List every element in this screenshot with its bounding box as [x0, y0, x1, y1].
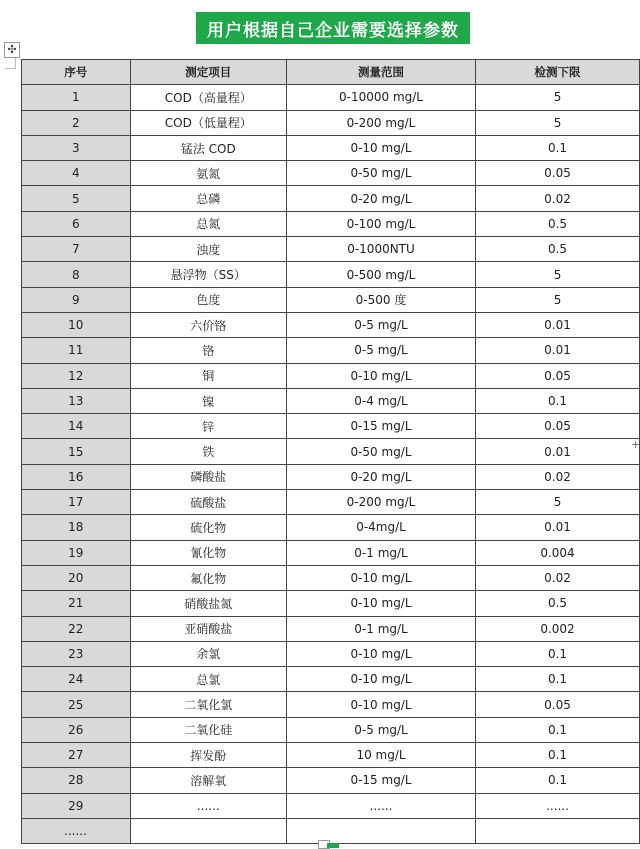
table-move-handle-icon[interactable]: ✣ [4, 42, 20, 58]
table-row [22, 591, 640, 616]
cell-limit[interactable]: 0.5 [476, 211, 640, 236]
cell-seq[interactable]: 21 [22, 591, 131, 616]
cell-seq[interactable]: 3 [22, 135, 131, 160]
header-limit: 检测下限 [476, 60, 640, 85]
cell-item[interactable]: 二氧化硅 [130, 717, 286, 742]
header-range: 测量范围 [286, 60, 475, 85]
table-row [22, 135, 640, 160]
cell-seq[interactable]: 5 [22, 186, 131, 211]
cell-range[interactable]: 0-5 mg/L [286, 312, 475, 337]
cell-range[interactable]: 0-5 mg/L [286, 717, 475, 742]
cell-range[interactable]: 0-200 mg/L [286, 490, 475, 515]
status-indicator [327, 843, 339, 848]
cell-seq[interactable]: 1 [22, 85, 131, 110]
parameter-table [21, 59, 640, 844]
cell-limit[interactable]: 5 [476, 490, 640, 515]
cell-range[interactable]: 0-10 mg/L [286, 641, 475, 666]
cell-range[interactable]: 10 mg/L [286, 743, 475, 768]
table-row [22, 110, 640, 135]
cell-seq[interactable]: 9 [22, 287, 131, 312]
table-row [22, 717, 640, 742]
text-corner-mark [5, 58, 16, 69]
cell-range[interactable]: 0-1000NTU [286, 237, 475, 262]
cell-limit[interactable]: 0.1 [476, 388, 640, 413]
page-title: 用户根据自己企业需要选择参数 [196, 12, 470, 44]
table-row [22, 743, 640, 768]
cell-limit[interactable]: 0.01 [476, 515, 640, 540]
cell-limit[interactable]: 0.02 [476, 186, 640, 211]
cell-seq[interactable]: 28 [22, 768, 131, 793]
cell-range[interactable]: 0-10 mg/L [286, 692, 475, 717]
table-row [22, 85, 640, 110]
cell-range[interactable]: 0-15 mg/L [286, 768, 475, 793]
cell-item[interactable]: 总磷 [130, 186, 286, 211]
cell-seq[interactable]: 20 [22, 565, 131, 590]
cell-limit[interactable]: 0.01 [476, 338, 640, 363]
table-row [22, 793, 640, 818]
cell-item[interactable]: ...... [130, 793, 286, 818]
cell-limit[interactable]: 0.05 [476, 363, 640, 388]
cell-limit[interactable]: 0.002 [476, 616, 640, 641]
cell-limit[interactable]: ...... [476, 793, 640, 818]
table-row [22, 616, 640, 641]
cell-item[interactable]: 色度 [130, 287, 286, 312]
cell-seq[interactable]: 29 [22, 793, 131, 818]
cell-item[interactable]: 硝酸盐氮 [130, 591, 286, 616]
cell-range[interactable]: ...... [286, 793, 475, 818]
cell-seq[interactable]: 7 [22, 237, 131, 262]
table-row [22, 338, 640, 363]
cell-seq[interactable]: 23 [22, 641, 131, 666]
table-row [22, 667, 640, 692]
header-seq: 序号 [22, 60, 131, 85]
cell-range[interactable]: 0-1 mg/L [286, 616, 475, 641]
cell-range[interactable]: 0-1 mg/L [286, 540, 475, 565]
table-row [22, 540, 640, 565]
cell-item[interactable]: 总氮 [130, 211, 286, 236]
cell-limit[interactable]: 5 [476, 85, 640, 110]
cell-item[interactable]: 悬浮物（SS） [130, 262, 286, 287]
table-row [22, 414, 640, 439]
table-row [22, 211, 640, 236]
cell-limit[interactable]: 0.1 [476, 743, 640, 768]
cell-limit[interactable]: 0.1 [476, 768, 640, 793]
table-row [22, 186, 640, 211]
table-row [22, 692, 640, 717]
table-row [22, 363, 640, 388]
cell-limit[interactable]: 0.01 [476, 439, 640, 464]
cell-seq[interactable]: 24 [22, 667, 131, 692]
cell-seq[interactable]: 2 [22, 110, 131, 135]
cell-seq[interactable]: 10 [22, 312, 131, 337]
cell-seq[interactable]: 17 [22, 490, 131, 515]
cell-item[interactable]: 亚硝酸盐 [130, 616, 286, 641]
cell-item[interactable]: 铬 [130, 338, 286, 363]
cell-seq[interactable]: 6 [22, 211, 131, 236]
table-row [22, 515, 640, 540]
cell-range[interactable]: 0-10 mg/L [286, 667, 475, 692]
cell-seq[interactable]: 19 [22, 540, 131, 565]
cell-seq[interactable]: 26 [22, 717, 131, 742]
cell-item[interactable]: 锌 [130, 414, 286, 439]
cell-limit[interactable] [476, 818, 640, 843]
cell-seq[interactable]: 27 [22, 743, 131, 768]
cell-limit[interactable]: 0.02 [476, 565, 640, 590]
table-row [22, 312, 640, 337]
table-row [22, 768, 640, 793]
table-row [22, 641, 640, 666]
cell-seq[interactable]: 16 [22, 464, 131, 489]
add-row-icon[interactable]: + [631, 438, 640, 451]
cell-item[interactable]: 铁 [130, 439, 286, 464]
cell-range[interactable]: 0-5 mg/L [286, 338, 475, 363]
table-row [22, 388, 640, 413]
cell-seq[interactable]: 25 [22, 692, 131, 717]
cell-range[interactable]: 0-20 mg/L [286, 464, 475, 489]
cell-limit[interactable]: 5 [476, 262, 640, 287]
cell-item[interactable]: 锰法 COD [130, 135, 286, 160]
cell-range[interactable]: 0-20 mg/L [286, 186, 475, 211]
cell-limit[interactable]: 0.05 [476, 414, 640, 439]
cell-limit[interactable]: 0.004 [476, 540, 640, 565]
cell-item[interactable]: COD（高量程） [130, 85, 286, 110]
cell-seq[interactable]: 8 [22, 262, 131, 287]
cell-item[interactable]: 磷酸盐 [130, 464, 286, 489]
table-row [22, 439, 640, 464]
table-row [22, 490, 640, 515]
cell-range[interactable]: 0-500 mg/L [286, 262, 475, 287]
cell-range[interactable]: 0-10 mg/L [286, 135, 475, 160]
cell-item[interactable]: 溶解氧 [130, 768, 286, 793]
cell-range[interactable]: 0-500 度 [286, 287, 475, 312]
cell-item[interactable]: 氟化物 [130, 565, 286, 590]
cell-item[interactable]: 硫化物 [130, 515, 286, 540]
cell-limit[interactable]: 0.05 [476, 161, 640, 186]
cell-item[interactable]: 铜 [130, 363, 286, 388]
cell-item[interactable]: 挥发酚 [130, 743, 286, 768]
cell-item[interactable] [130, 818, 286, 843]
header-item: 测定项目 [130, 60, 286, 85]
cell-range[interactable]: 0-4 mg/L [286, 388, 475, 413]
table-row [22, 818, 640, 843]
table-row [22, 287, 640, 312]
cell-item[interactable]: 余氯 [130, 641, 286, 666]
cell-limit[interactable]: 0.1 [476, 667, 640, 692]
cell-item[interactable]: 总氯 [130, 667, 286, 692]
cell-item[interactable]: 六价铬 [130, 312, 286, 337]
cell-item[interactable]: 氨氮 [130, 161, 286, 186]
cell-item[interactable]: 氰化物 [130, 540, 286, 565]
cell-item[interactable]: 二氧化氯 [130, 692, 286, 717]
table-row [22, 464, 640, 489]
cell-seq[interactable]: 18 [22, 515, 131, 540]
cell-seq[interactable]: 13 [22, 388, 131, 413]
table-row [22, 237, 640, 262]
cell-item[interactable]: 硫酸盐 [130, 490, 286, 515]
cell-range[interactable]: 0-100 mg/L [286, 211, 475, 236]
table-row [22, 565, 640, 590]
cell-range[interactable]: 0-10 mg/L [286, 565, 475, 590]
cell-seq[interactable]: 11 [22, 338, 131, 363]
cell-range[interactable]: 0-10 mg/L [286, 591, 475, 616]
table-header-row [22, 60, 640, 85]
cell-limit[interactable]: 0.05 [476, 692, 640, 717]
cell-limit[interactable]: 5 [476, 110, 640, 135]
cell-range[interactable]: 0-10 mg/L [286, 363, 475, 388]
cell-range[interactable]: 0-4mg/L [286, 515, 475, 540]
cell-limit[interactable]: 0.5 [476, 237, 640, 262]
cell-item[interactable]: 浊度 [130, 237, 286, 262]
cell-range[interactable]: 0-50 mg/L [286, 161, 475, 186]
cell-seq[interactable]: 14 [22, 414, 131, 439]
cell-item[interactable]: 镍 [130, 388, 286, 413]
cell-range[interactable]: 0-200 mg/L [286, 110, 475, 135]
cell-range[interactable]: 0-50 mg/L [286, 439, 475, 464]
cell-range[interactable] [286, 818, 475, 843]
cell-seq[interactable]: 15 [22, 439, 131, 464]
table-row [22, 161, 640, 186]
cell-range[interactable]: 0-10000 mg/L [286, 85, 475, 110]
cell-range[interactable]: 0-15 mg/L [286, 414, 475, 439]
cell-item[interactable]: COD（低量程） [130, 110, 286, 135]
cell-limit[interactable]: 0.1 [476, 135, 640, 160]
cell-limit[interactable]: 0.1 [476, 641, 640, 666]
cell-seq[interactable]: 4 [22, 161, 131, 186]
cell-limit[interactable]: 0.02 [476, 464, 640, 489]
cell-seq[interactable]: ...... [22, 818, 131, 843]
cell-seq[interactable]: 22 [22, 616, 131, 641]
cell-limit[interactable]: 5 [476, 287, 640, 312]
cell-limit[interactable]: 0.5 [476, 591, 640, 616]
cell-seq[interactable]: 12 [22, 363, 131, 388]
cell-limit[interactable]: 0.01 [476, 312, 640, 337]
table-row [22, 262, 640, 287]
cell-limit[interactable]: 0.1 [476, 717, 640, 742]
